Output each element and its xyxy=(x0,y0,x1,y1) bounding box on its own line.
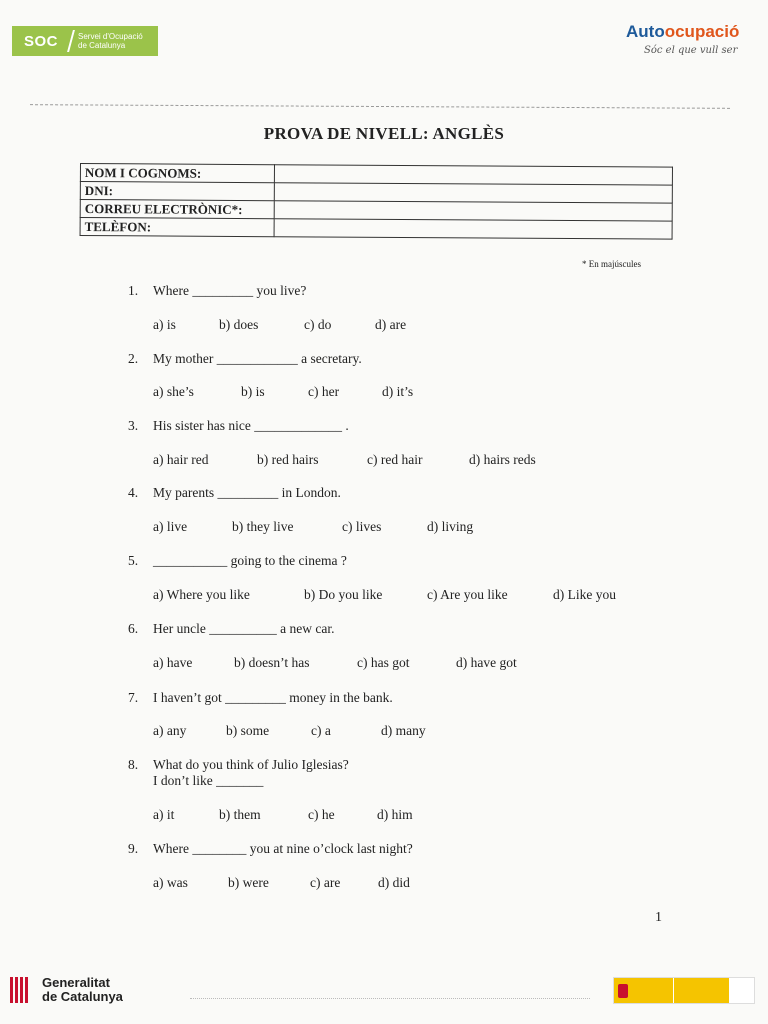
question-4 xyxy=(128,485,341,501)
soc-line2: de Catalunya xyxy=(78,41,126,50)
option-d[interactable]: d) many xyxy=(381,723,426,738)
question-text: My mother ____________ a secretary. xyxy=(153,351,362,366)
option-a[interactable]: a) she’s xyxy=(153,384,194,399)
question-8 xyxy=(128,757,349,773)
autoocupacio-logo xyxy=(626,22,739,42)
option-b[interactable]: b) Do you like xyxy=(304,587,383,602)
option-c[interactable]: c) are xyxy=(310,875,341,890)
form-label-name: NOM I COGNOMS: xyxy=(80,164,274,183)
uppercase-note: * En majúscules xyxy=(582,259,641,269)
option-a[interactable]: a) it xyxy=(153,807,175,822)
generalitat-line1: Generalitat xyxy=(42,975,110,990)
option-c[interactable]: c) do xyxy=(304,317,332,332)
header-divider xyxy=(30,104,730,109)
soc-mark: SOC xyxy=(23,32,58,50)
question-5 xyxy=(128,553,347,569)
option-a[interactable]: a) Where you like xyxy=(153,587,250,602)
question-number: 4. xyxy=(128,485,139,500)
option-d[interactable]: d) it’s xyxy=(382,384,414,399)
personal-data-table xyxy=(80,163,673,240)
soc-text xyxy=(78,32,143,50)
option-c[interactable]: c) red hair xyxy=(367,452,423,467)
question-text: What do you think of Julio Iglesias? xyxy=(153,757,349,772)
option-a[interactable]: a) live xyxy=(153,519,188,534)
ministry-logo xyxy=(613,977,755,1004)
option-c[interactable]: c) her xyxy=(308,384,340,399)
page-number: 1 xyxy=(655,910,662,925)
question-number: 8. xyxy=(128,757,139,772)
question-text: ___________ going to the cinema ? xyxy=(153,553,347,568)
option-b[interactable]: b) red hairs xyxy=(257,452,319,467)
option-b[interactable]: b) is xyxy=(241,384,265,399)
option-c[interactable]: c) he xyxy=(308,807,335,822)
option-b[interactable]: b) they live xyxy=(232,519,294,534)
option-b[interactable]: b) them xyxy=(219,807,261,822)
question-2 xyxy=(128,351,362,367)
option-c[interactable]: c) has got xyxy=(357,655,410,670)
form-field-email[interactable] xyxy=(274,201,672,221)
auto-prefix: Auto xyxy=(626,22,665,41)
form-row xyxy=(80,218,672,240)
form-label-email: CORREU ELECTRÒNIC*: xyxy=(80,200,274,219)
generalitat-text xyxy=(42,976,123,1004)
form-label-phone: TELÈFON: xyxy=(80,218,274,237)
option-d[interactable]: d) have got xyxy=(456,655,517,670)
question-number: 7. xyxy=(128,690,139,705)
question-number: 5. xyxy=(128,553,139,568)
question-8-line2: I don’t like _______ xyxy=(153,773,264,788)
soc-line1: Servei d'Ocupació xyxy=(78,32,143,41)
question-text: Where ________ you at nine o’clock last night? xyxy=(153,841,413,856)
option-b[interactable]: b) doesn’t has xyxy=(234,655,310,670)
question-number: 3. xyxy=(128,418,139,433)
question-7 xyxy=(128,690,393,706)
option-a[interactable]: a) hair red xyxy=(153,452,209,467)
question-number: 9. xyxy=(128,841,139,856)
option-d[interactable]: d) hairs reds xyxy=(469,452,536,467)
form-label-dni: DNI: xyxy=(80,182,274,201)
option-d[interactable]: d) him xyxy=(377,807,413,822)
question-text: I haven’t got _________ money in the bank. xyxy=(153,690,393,705)
question-1 xyxy=(128,283,306,299)
option-a[interactable]: a) any xyxy=(153,723,187,738)
question-number: 6. xyxy=(128,621,139,636)
question-text: His sister has nice _____________ . xyxy=(153,418,349,433)
form-field-name[interactable] xyxy=(274,165,672,185)
question-9 xyxy=(128,841,413,857)
option-a[interactable]: a) is xyxy=(153,317,176,332)
footer-divider xyxy=(190,998,590,999)
auto-suffix: ocupació xyxy=(664,22,740,41)
option-d[interactable]: d) did xyxy=(378,875,410,890)
question-number: 1. xyxy=(128,283,139,298)
option-d[interactable]: d) living xyxy=(427,519,474,534)
ministry-block-white xyxy=(729,978,754,1003)
question-text: My parents _________ in London. xyxy=(153,485,341,500)
question-text: Where _________ you live? xyxy=(153,283,307,298)
option-a[interactable]: a) was xyxy=(153,875,188,890)
option-c[interactable]: c) a xyxy=(311,723,331,738)
option-c[interactable]: c) Are you like xyxy=(427,587,508,602)
ministry-block xyxy=(673,978,729,1003)
soc-logo xyxy=(12,26,158,56)
form-field-phone[interactable] xyxy=(274,219,672,239)
page-title: PROVA DE NIVELL: ANGLÈS xyxy=(263,124,505,143)
option-b[interactable]: b) does xyxy=(219,317,259,332)
form-field-dni[interactable] xyxy=(274,183,672,203)
question-number: 2. xyxy=(128,351,139,366)
senyera-icon xyxy=(10,977,32,1003)
option-a[interactable]: a) have xyxy=(153,655,193,670)
generalitat-line2: de Catalunya xyxy=(42,989,123,1004)
question-text: Her uncle __________ a new car. xyxy=(153,621,335,636)
option-b[interactable]: b) were xyxy=(228,875,269,890)
autoocupacio-tagline: Sóc el que vull ser xyxy=(644,45,738,56)
option-d[interactable]: d) Like you xyxy=(553,587,616,602)
spain-shield-icon xyxy=(614,978,673,1003)
option-b[interactable]: b) some xyxy=(226,723,270,738)
question-6 xyxy=(128,621,334,637)
option-d[interactable]: d) are xyxy=(375,317,407,332)
question-3 xyxy=(128,418,349,434)
generalitat-logo xyxy=(10,976,123,1004)
option-c[interactable]: c) lives xyxy=(342,519,382,534)
